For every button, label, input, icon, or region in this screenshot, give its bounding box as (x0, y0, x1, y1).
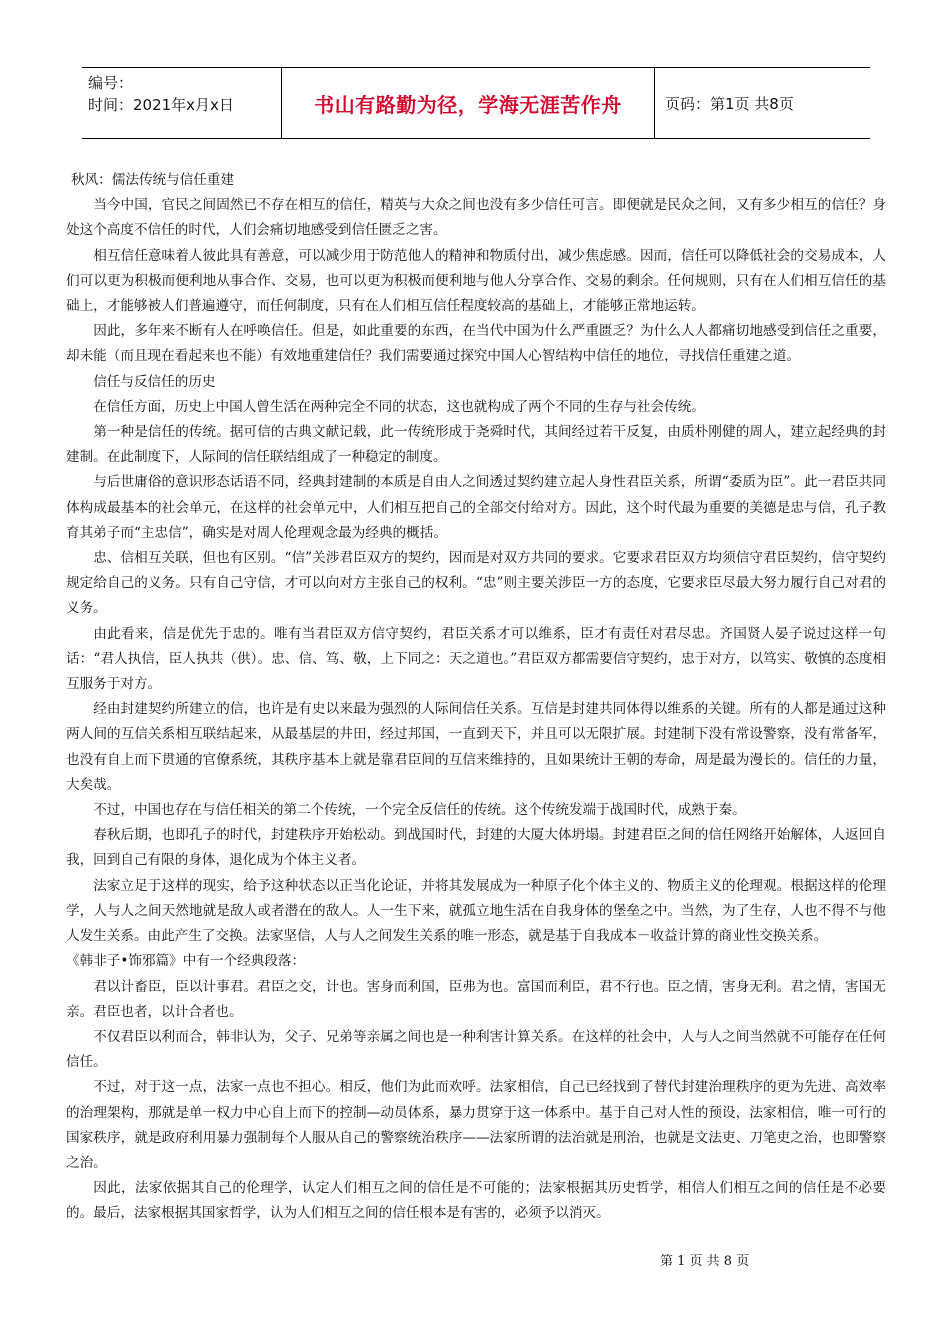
document-time-label: 时间：2021年x月x日 (88, 96, 234, 114)
quote-paragraph: 君以计畜臣，臣以计事君。君臣之交，计也。害身而利国，臣弗为也。富国而利臣，君不行也。臣之情，害身无利。君之情，害国无亲。君臣也者，以计合者也。 (66, 978, 886, 1020)
paragraph: 忠、信相互关联，但也有区别。“信”关涉君臣双方的契约，因而是对双方共同的要求。它要求君臣双方均须信守君臣契约，信守契约规定给自己的义务。只有自己守信，才可以向对方主张自己的权利。“忠”则主要关涉臣一方的态度，它要求臣尽最大努力履行自己对君的义务。 (66, 550, 886, 617)
paragraph: 第一种是信任的传统。据可信的古典文献记载，此一传统形成于尧舜时代，其间经过若干反复，由质朴刚健的周人，建立起经典的封建制。在此制度下，人际间的信任联结组成了一种稳定的制度。 (66, 424, 886, 466)
paragraph: 不过，中国也存在与信任相关的第二个传统，一个完全反信任的传统。这个传统发端于战国时代，成熟于秦。 (93, 802, 746, 819)
paragraph: 春秋后期，也即孔子的时代，封建秩序开始松动。到战国时代，封建的大厦大体坍塌。封建君臣之间的信任网络开始解体，人返回自我，回到自己有限的身体，退化成为个体主义者。 (66, 827, 886, 869)
page-footer: 第 1 页 共 8 页 (660, 1254, 750, 1269)
paragraph: 不过，对于这一点，法家一点也不担心。相反，他们为此而欢呼。法家相信，自己已经找到了替代封建治理秩序的更为先进、高效率的治理架构，那就是单一权力中心自上而下的控制—动员体系，暴力贯穿于这一体系中。基于自己对人性的预设，法家相信，唯一可行的国家秩序，就是政府利用暴力强制每个人服从自己的警察统治秩序——法家所谓的法治就是刑治，也就是文法吏、刀笔吏之治，也即警察之治。 (66, 1079, 886, 1171)
quote-intro: 《韩非子•饰邪篇》中有一个经典段落： (66, 953, 306, 970)
paragraph: 法家立足于这样的现实，给予这种状态以正当化论证，并将其发展成为一种原子化个体主义的、物质主义的伦理观。根据这样的伦理学，人与人之间天然地就是敌人或者潜在的敌人。人一生下来，就孤立地生活在自我身体的堡垒之中。当然，为了生存，人也不得不与他人发生关系。由此产生了交换。法家坚信，人与人之间发生关系的唯一形态，就是基于自我成本－收益计算的商业性交换关系。 (66, 877, 886, 945)
paragraph: 经由封建契约所建立的信，也许是有史以来最为强烈的人际间信任关系。互信是封建共同体得以维系的关键。所有的人都是通过这种两人间的互信关系相互联结起来，从最基层的井田，经过邦国，一直到天下，并且可以无限扩展。封建制下没有常设警察，没有常备军，也没有自上而下贯通的官僚系统，其秩序基本上就是靠君臣间的互信来维持的，且如果统计王朝的寿命，周是最为漫长的。信任的力量，大矣哉。 (66, 701, 886, 793)
paragraph: 由此看来，信是优先于忠的。唯有当君臣双方信守契约，君臣关系才可以维系，臣才有责任对君尽忠。齐国贤人晏子说过这样一句话：“君人执信，臣人执共（供）。忠、信、笃、敬，上下同之：天之道也。”君臣双方都需要信守契约，忠于对方，以笃实、敬慎的态度相互服务于对方。 (66, 625, 886, 693)
header-table (82, 67, 870, 139)
article-body (66, 168, 886, 1227)
paragraph: 与后世庸俗的意识形态话语不同，经典封建制的本质是自由人之间透过契约建立起人身性君臣关系，所谓“委质为臣”。此一君臣共同体构成最基本的社会单元，在这样的社会单元中，人们相互把自己的全部交付给对方。因此，这个时代最为重要的美德是忠与信，孔子教育其弟子而“主忠信”，确实是对周人伦理观念最为经典的概括。 (66, 474, 886, 541)
paragraph: 相互信任意味着人彼此具有善意，可以减少用于防范他人的精神和物质付出，减少焦虑感。因而，信任可以降低社会的交易成本，人们可以更为积极而便利地从事合作、交易，也可以更为积极而便利地与他人分享合作、交易的剩余。任何规则，只有在人们相互信任的基础上，才能够被人们普遍遵守，而任何制度，只有在人们相互信任程度较高的基础上，才能够正常地运转。 (66, 247, 886, 315)
paragraph: 因此，多年来不断有人在呼唤信任。但是，如此重要的东西，在当代中国为什么严重匮乏？为什么人人都痛切地感受到信任之重要，却未能（而且现在看起来也不能）有效地重建信任？我们需要通过探究中国人心智结构中信任的地位，寻找信任重建之道。 (66, 323, 886, 365)
paragraph: 因此，法家依据其自己的伦理学，认定人们相互之间的信任是不可能的；法家根据其历史哲学，相信人们相互之间的信任是不必要的。最后，法家根据其国家哲学，认为人们相互之间的信任根本是有害的，必须予以消灭。 (66, 1180, 886, 1222)
section-heading: 信任与反信任的历史 (93, 373, 216, 390)
header-page-info: 页码：第1页 共8页 (665, 94, 794, 113)
header-meta-cell (82, 68, 282, 138)
header-motto: 书山有路勤为径，学海无涯苦作舟 (282, 68, 655, 138)
document-number-label: 编号： (88, 74, 134, 92)
paragraph: 不仅君臣以利而合，韩非认为，父子、兄弟等亲属之间也是一种利害计算关系。在这样的社会中，人与人之间当然就不可能存在任何信任。 (66, 1028, 886, 1071)
paragraph: 当今中国，官民之间固然已不存在相互的信任，精英与大众之间也没有多少信任可言。即便就是民众之间，又有多少相互的信任？身处这个高度不信任的时代，人们会痛切地感受到信任匮乏之害。 (66, 197, 886, 239)
article-title: 秋风：儒法传统与信任重建 (71, 172, 235, 188)
paragraph: 在信任方面，历史上中国人曾生活在两种完全不同的状态，这也就构成了两个不同的生存与社会传统。 (93, 398, 705, 415)
